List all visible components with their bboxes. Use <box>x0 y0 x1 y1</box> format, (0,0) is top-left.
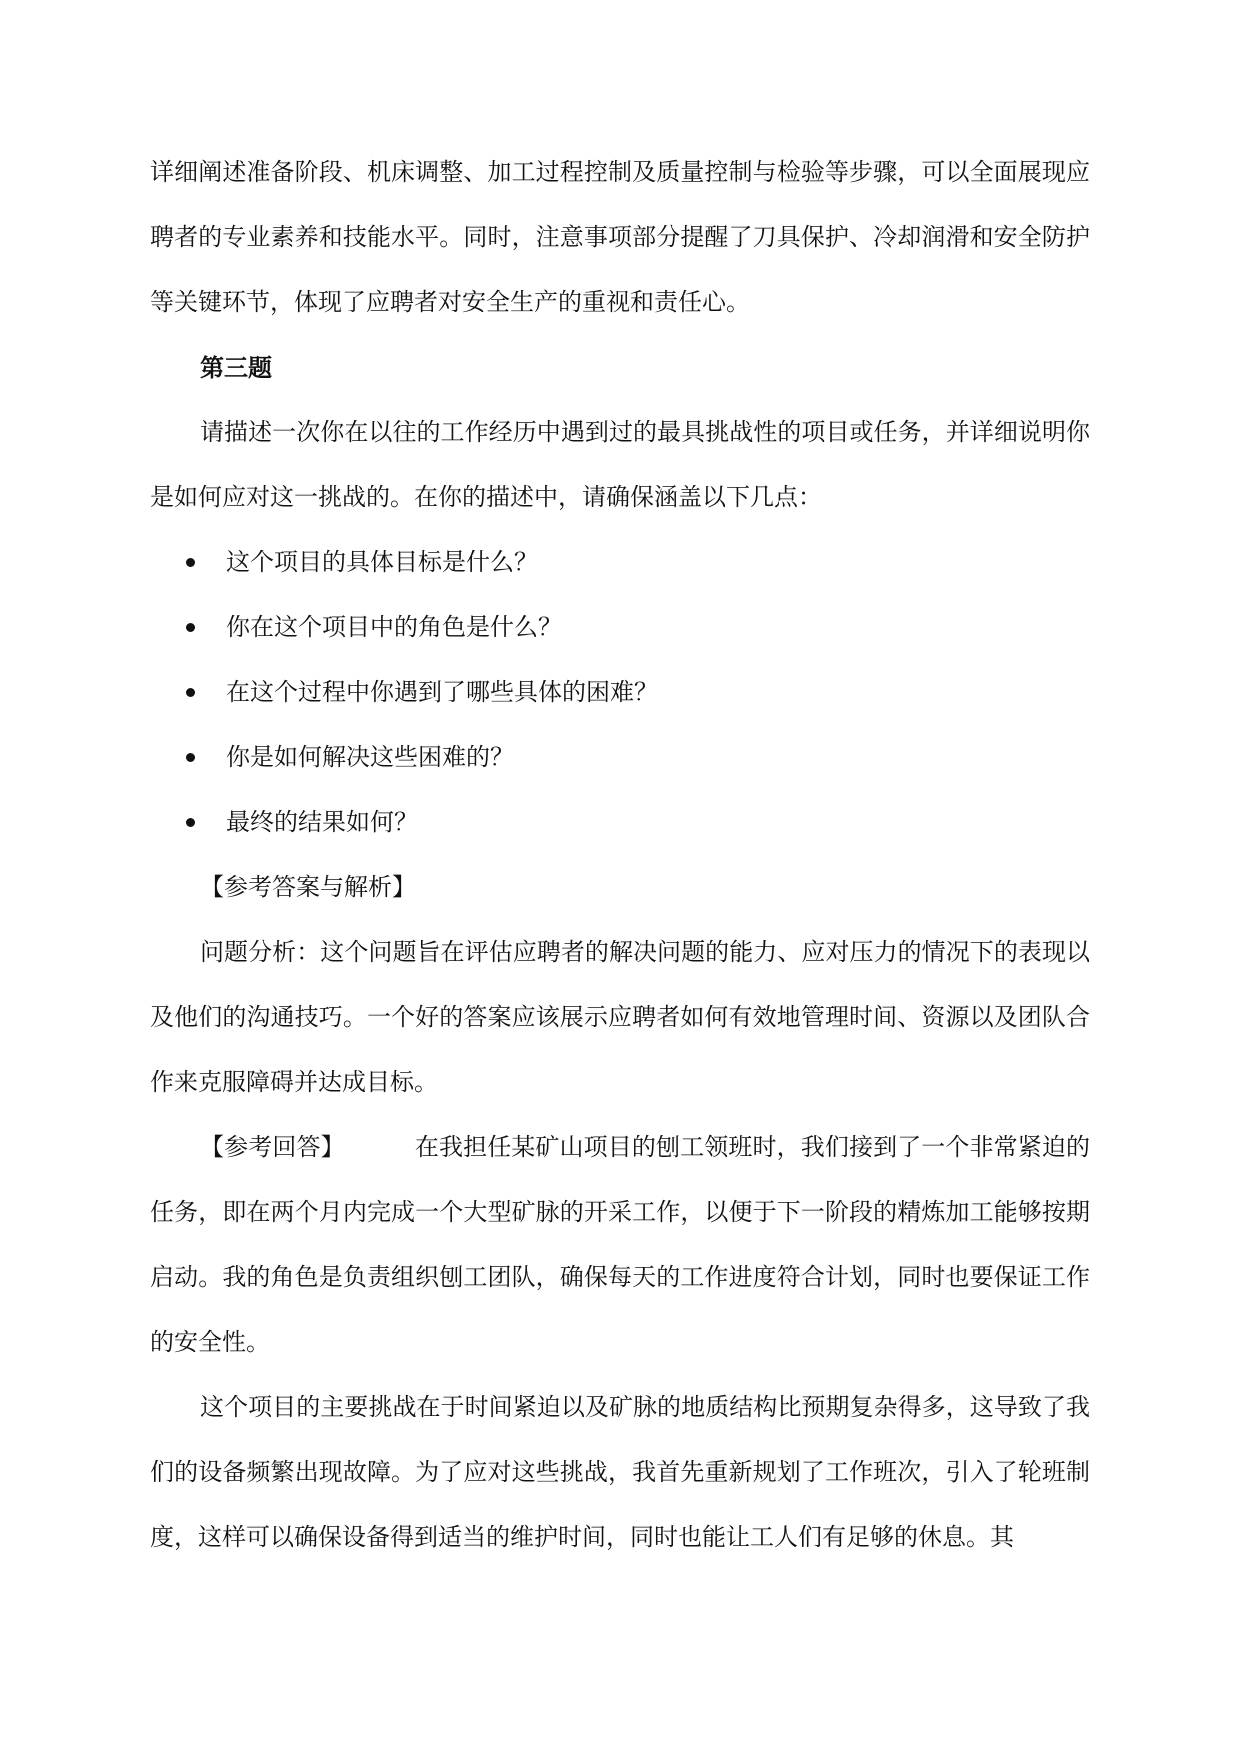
bullet-item <box>150 725 1090 790</box>
document-page <box>150 140 1090 1570</box>
answer-heading: 【参考答案与解析】 <box>200 873 416 901</box>
challenge-paragraph: 这个项目的主要挑战在于时间紧迫以及矿脉的地质结构比预期复杂得多，这导致了我们的设备频繁出现故障。为了应对这些挑战，我首先重新规划了工作班次，引入了轮班制度，这样可以确保设备得到适当的维护时间，同时也能让工人们有足够的休息。其 <box>150 1393 1090 1551</box>
bullet-dot-icon <box>186 753 195 762</box>
bullet-text: 你是如何解决这些困难的？ <box>226 743 514 771</box>
bullet-item <box>150 790 1090 855</box>
reference-label: 【参考回答】 <box>200 1133 345 1161</box>
bullet-item <box>150 530 1090 595</box>
bullet-text: 这个项目的具体目标是什么？ <box>226 548 538 576</box>
bullet-dot-icon <box>186 818 195 827</box>
reference-answer-text: 在我担任某矿山项目的刨工领班时，我们接到了一个非常紧迫的任务，即在两个月内完成一个大型矿脉的开采工作，以便于下一阶段的精炼加工能够按期启动。我的角色是负责组织刨工团队，确保每天的工作进度符合计划，同时也要保证工作的安全性。 <box>150 1133 1091 1356</box>
analysis-paragraph: 问题分析：这个问题旨在评估应聘者的解决问题的能力、应对压力的情况下的表现以及他们的沟通技巧。一个好的答案应该展示应聘者如何有效地管理时间、资源以及团队合作来克服障碍并达成目标。 <box>150 938 1090 1096</box>
question-heading: 第三题 <box>200 353 272 382</box>
bullet-item <box>150 595 1090 660</box>
reference-answer-paragraph <box>150 1115 1090 1375</box>
bullet-item <box>150 660 1090 725</box>
bullet-text: 你在这个项目中的角色是什么？ <box>226 613 562 641</box>
bullet-dot-icon <box>186 623 195 632</box>
bullet-text: 在这个过程中你遇到了哪些具体的困难？ <box>226 678 658 706</box>
bullet-text: 最终的结果如何？ <box>226 808 418 836</box>
question-bullet-list <box>150 530 1090 855</box>
intro-paragraph: 详细阐述准备阶段、机床调整、加工过程控制及质量控制与检验等步骤，可以全面展现应聘者的专业素养和技能水平。同时，注意事项部分提醒了刀具保护、冷却润滑和安全防护等关键环节，体现了应聘者对安全生产的重视和责任心。 <box>150 158 1090 316</box>
bullet-dot-icon <box>186 688 195 697</box>
bullet-dot-icon <box>186 558 195 567</box>
question-paragraph: 请描述一次你在以往的工作经历中遇到过的最具挑战性的项目或任务，并详细说明你是如何应对这一挑战的。在你的描述中，请确保涵盖以下几点： <box>150 418 1090 511</box>
